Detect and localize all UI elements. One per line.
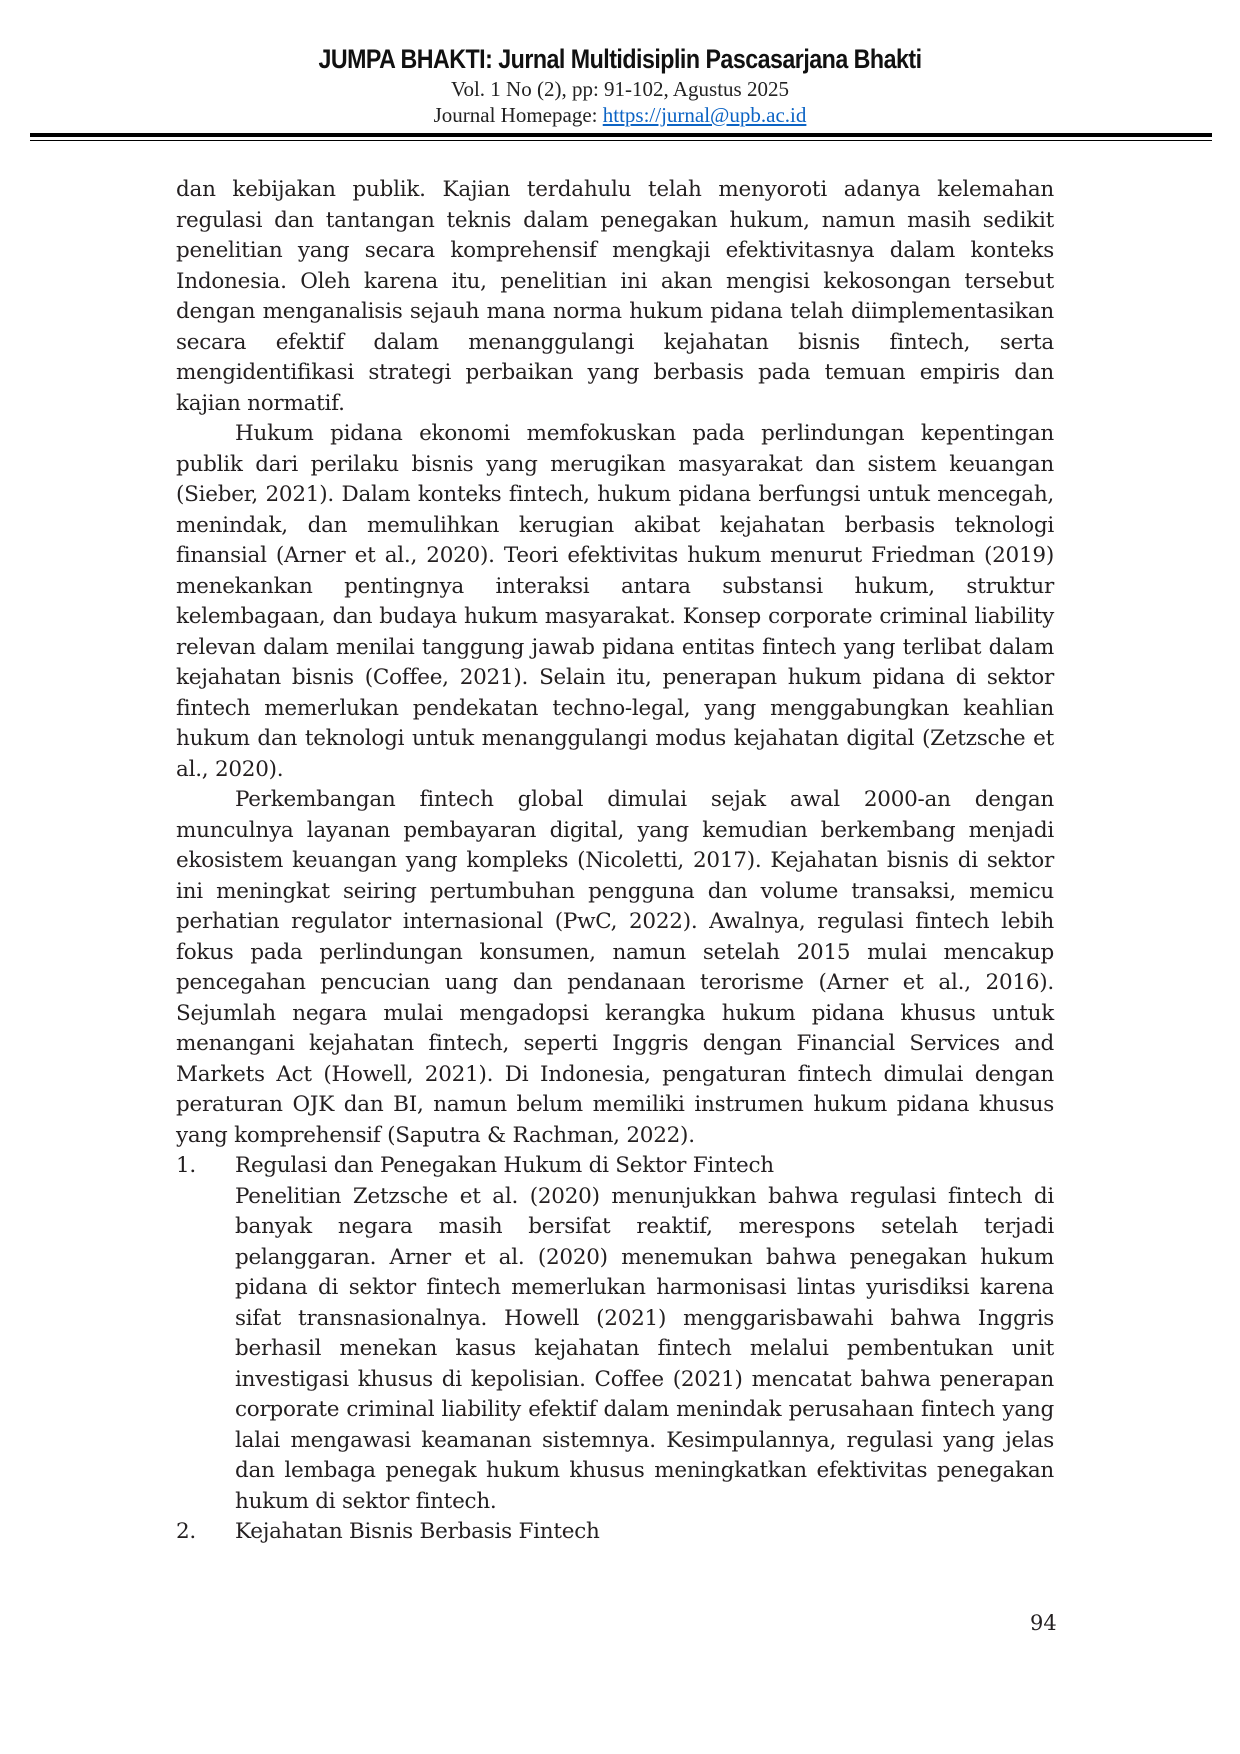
journal-homepage [30, 102, 1210, 128]
list-item-text: Penelitian Zetzsche et al. (2020) menunjukkan bahwa regulasi fintech di banyak negara masih bersifat reaktif, merespons setelah terjadi pelanggaran. Arner et al. (2020) menemukan bahwa penegakan hukum pidana di sektor fintech memerlukan harmonisasi lintas yurisdiksi karena sifat transnasionalnya. Howell (2021) menggarisbawahi bahwa Inggris berhasil menekan kasus kejahatan fintech melalui pembentukan unit investigasi khusus di kepolisian. Coffee (2021) mencatat bahwa penerapan corporate criminal liability efektif dalam menindak perusahaan fintech yang lalai mengawasi keamanan sistemnya. Kesimpulannya, regulasi yang jelas dan lembaga penegak hukum khusus meningkatkan efektivitas penegakan hukum di sektor fintech. [235, 1183, 1054, 1514]
list-number: 1. [176, 1153, 197, 1178]
header-rule-thick [30, 133, 1212, 137]
page-number: 94 [1030, 1611, 1057, 1635]
homepage-label: Journal Homepage: [433, 103, 603, 127]
list-item-body [235, 1151, 1054, 1517]
volume-info: Vol. 1 No (2), pp: 91-102, Agustus 2025 [451, 77, 789, 101]
journal-title: JUMPA BHAKTI: Jurnal Multidisiplin Pascasarjana Bhakti [318, 44, 922, 74]
journal-header [30, 42, 1210, 128]
homepage-link[interactable]: https://jurnal@upb.ac.id [602, 103, 807, 127]
header-rule-thin [30, 140, 1212, 141]
body-paragraph: Perkembangan fintech global dimulai sejak awal 2000-an dengan munculnya layanan pembayaran digital, yang kemudian berkembang menjadi ekosistem keuangan yang kompleks (Nicoletti, 2017). Kejahatan bisnis di sektor ini meningkat seiring pertumbuhan pengguna dan volume transaksi, memicu perhatian regulator internasional (PwC, 2022). Awalnya, regulasi fintech lebih fokus pada perlindungan konsumen, namun setelah 2015 mulai mencakup pencegahan pencucian uang dan pendanaan terorisme (Arner et al., 2016). Sejumlah negara mulai mengadopsi kerangka hukum pidana khusus untuk menangani kejahatan fintech, seperti Inggris dengan Financial Services and Markets Act (Howell, 2021). Di Indonesia, pengaturan fintech dimulai dengan peraturan OJK dan BI, namun belum memiliki instrumen hukum pidana khusus yang komprehensif (Saputra & Rachman, 2022). [176, 787, 1054, 1148]
numbered-list-item [176, 1151, 1054, 1517]
list-number: 2. [176, 1519, 197, 1544]
numbered-list-item [176, 1517, 1054, 1548]
body-paragraph: Hukum pidana ekonomi memfokuskan pada perlindungan kepentingan publik dari perilaku bisnis yang merugikan masyarakat dan sistem keuangan (Sieber, 2021). Dalam konteks fintech, hukum pidana berfungsi untuk mencegah, menindak, dan memulihkan kerugian akibat kejahatan berbasis teknologi finansial (Arner et al., 2020). Teori efektivitas hukum menurut Friedman (2019) menekankan pentingnya interaksi antara substansi hukum, struktur kelembagaan, dan budaya hukum masyarakat. Konsep corporate criminal liability relevan dalam menilai tanggung jawab pidana entitas fintech yang terlibat dalam kejahatan bisnis (Coffee, 2021). Selain itu, penerapan hukum pidana di sektor fintech memerlukan pendekatan techno-legal, yang menggabungkan keahlian hukum dan teknologi untuk menanggulangi modus kejahatan digital (Zetzsche et al., 2020). [176, 421, 1054, 782]
list-item-heading: Regulasi dan Penegakan Hukum di Sektor Fintech [235, 1153, 774, 1178]
list-item-body [235, 1517, 1054, 1548]
article-body [176, 175, 1054, 1548]
body-paragraph-continued: dan kebijakan publik. Kajian terdahulu telah menyoroti adanya kelemahan regulasi dan tantangan teknis dalam penegakan hukum, namun masih sedikit penelitian yang secara komprehensif mengkaji efektivitasnya dalam konteks Indonesia. Oleh karena itu, penelitian ini akan mengisi kekosongan tersebut dengan menganalisis sejauh mana norma hukum pidana telah diimplementasikan secara efektif dalam menanggulangi kejahatan bisnis fintech, serta mengidentifikasi strategi perbaikan yang berbasis pada temuan empiris dan kajian normatif. [176, 177, 1054, 416]
list-item-heading: Kejahatan Bisnis Berbasis Fintech [235, 1519, 600, 1544]
